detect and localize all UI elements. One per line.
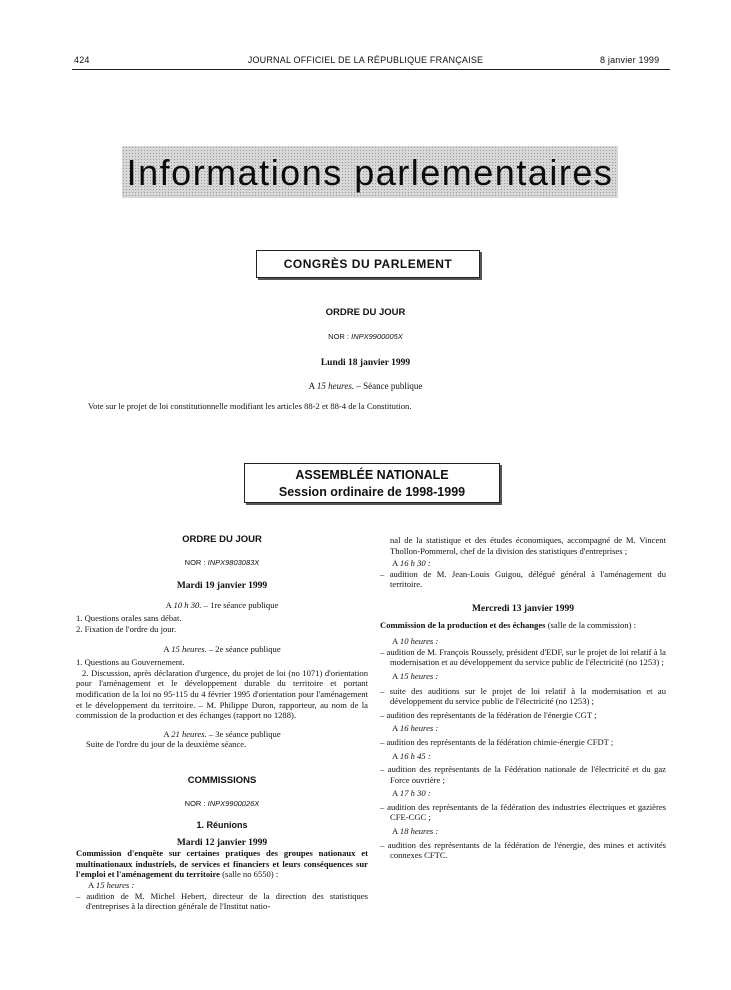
slot-heading — [380, 788, 666, 799]
seance-time: 15 heures. — [171, 643, 207, 654]
left-column — [76, 535, 368, 912]
left-ordre-heading: ORDRE DU JOUR — [182, 534, 262, 545]
nor-label: NOR : — [328, 332, 350, 341]
nor-code: INPX9900026X — [207, 798, 260, 808]
seance-prefix: A — [308, 381, 315, 391]
slot-heading — [380, 723, 666, 734]
t1-heading — [76, 880, 368, 891]
congres-box: CONGRÈS DU PARLEMENT — [256, 250, 480, 278]
time-label: 15 heures : — [399, 670, 439, 681]
time-prefix: A — [88, 880, 94, 891]
t-heading — [380, 558, 666, 569]
page-number: 424 — [74, 55, 90, 65]
left-date: Mardi 19 janvier 1999 — [176, 581, 268, 592]
commission-salle: (salle de la commission) : — [547, 619, 636, 630]
reunions-heading: 1. Réunions — [196, 820, 248, 831]
right-column — [380, 535, 666, 861]
session-title: Session ordinaire de 1998-1999 — [278, 485, 466, 499]
nor-code: INPX9900005X — [351, 332, 403, 341]
time-label: 15 heures : — [95, 880, 135, 891]
nor-code: INPX9803083X — [207, 557, 260, 567]
s2-heading — [76, 644, 368, 655]
congres-nor — [0, 332, 731, 341]
seance-prefix: A — [163, 643, 170, 654]
time-label: 10 heures : — [399, 636, 439, 647]
seance-prefix: A — [163, 728, 170, 739]
time-label: 16 h 30 : — [399, 558, 431, 569]
congres-ordre-heading: ORDRE DU JOUR — [325, 307, 406, 318]
time-label: 18 heures : — [399, 826, 439, 837]
slot-heading — [380, 751, 666, 762]
commission-salle: (salle no 6550) : — [222, 869, 279, 880]
right-date: Mercredi 13 janvier 1999 — [471, 603, 575, 614]
left-date2: Mardi 12 janvier 1999 — [176, 837, 268, 848]
list-item: – audition de M. Jean-Louis Guigou, délégué général à l'aménagement du territoire. — [380, 568, 666, 590]
assemblee-box — [244, 463, 500, 503]
commissions-nor — [76, 799, 368, 810]
congres-text: Vote sur le projet de loi constitutionnelle modifiant les articles 88-2 et 88-4 de la Constitution. — [88, 401, 412, 411]
assemblee-title: ASSEMBLÉE NATIONALE — [295, 468, 449, 482]
list-item: – audition de M. Michel Hebert, directeur de la direction des statistiques d'entreprises à la direction générale de l'Institut natio- — [76, 890, 368, 912]
list-item: – audition de M. François Roussely, président d'EDF, sur le projet de loi relatif à la modernisation et au développement du service public de l'électricité (no 1253) ; — [380, 646, 666, 668]
list-item: – audition des représentants de la Fédération nationale de l'électricité et du gaz Force ouvrière ; — [380, 764, 666, 785]
time-prefix: A — [392, 636, 398, 647]
commission-title: Commission de la production et des échanges — [380, 619, 546, 630]
slot-heading — [380, 826, 666, 837]
time-prefix: A — [392, 723, 398, 734]
congres-seance — [0, 381, 731, 391]
congres-date: Lundi 18 janvier 1999 — [320, 358, 411, 368]
seance-rest: – 1re séance publique — [203, 599, 279, 610]
commission-production — [380, 620, 666, 631]
banner-title: Informations parlementaires — [126, 152, 614, 193]
section-banner — [122, 146, 618, 198]
s3-heading — [76, 729, 368, 740]
s1-heading — [76, 600, 368, 611]
nor-label: NOR : — [184, 798, 206, 808]
time-label: 17 h 30 : — [399, 788, 431, 799]
slot-heading — [380, 636, 666, 647]
seance-time: 21 heures. — [171, 728, 207, 739]
seance-prefix: A — [165, 599, 172, 610]
list-item: 1. Questions orales sans débat. — [76, 613, 182, 624]
list-item: – audition des représentants de la fédération de l'énergie CGT ; — [380, 709, 597, 720]
s3-text: Suite de l'ordre du jour de la deuxième séance. — [86, 739, 247, 750]
time-label: 16 heures : — [399, 723, 439, 734]
seance-time: 10 h 30. — [173, 599, 202, 610]
commission-enquete — [76, 848, 368, 880]
list-item: – audition des représentants de la fédération de l'énergie, des mines et activités connexes CFTC. — [380, 839, 666, 861]
list-item: – suite des auditions sur le projet de loi relatif à la modernisation et au développement du service public de l'électricité (no 1253) ; — [380, 685, 666, 707]
seance-time: 15 heures. — [316, 381, 355, 391]
time-prefix: A — [392, 558, 398, 569]
left-nor — [76, 558, 368, 569]
seance-rest: – 3e séance publique — [208, 728, 281, 739]
seance-rest: – 2e séance publique — [208, 643, 281, 654]
list-item: 2. Discussion, après déclaration d'urgence, du projet de loi (no 1071) d'orientation pour l'aménagement et le développement durable du territoire et portant modification de la loi no 95-115 du 4 février 1995 d'orientation pour l'aménagement et le développement du territoire. – M. Philippe Duron, rapporteur, au nom de la commission de la production et des échanges (rapport no 1288). — [76, 667, 368, 721]
time-prefix: A — [392, 750, 398, 761]
commission-title: Commission d'enquête sur certaines pratiques des groupes nationaux et multinationaux industriels, de services et financiers et leurs conséquences sur l'emploi et l'aménagement du territoire — [76, 848, 368, 880]
list-item: 2. Fixation de l'ordre du jour. — [76, 623, 177, 634]
list-item: – audition des représentants de la fédération chimie-énergie CFDT ; — [380, 736, 614, 747]
time-prefix: A — [392, 670, 398, 681]
list-item: – audition des représentants de la fédération des industries électriques et gazières CFE-CGC ; — [380, 801, 666, 823]
nor-label: NOR : — [184, 557, 206, 567]
issue-date: 8 janvier 1999 — [600, 55, 660, 65]
slot-heading — [380, 671, 666, 682]
continued-text: nal de la statistique et des études économiques, accompagné de M. Vincent Thollon-Pommerol, chef de la division des statistiques d'entreprises ; — [390, 535, 666, 556]
time-label: 16 h 45 : — [399, 750, 431, 761]
commissions-heading: COMMISSIONS — [187, 774, 257, 786]
journal-title: JOURNAL OFFICIEL DE LA RÉPUBLIQUE FRANÇAISE — [247, 55, 484, 65]
header-rule — [72, 69, 670, 70]
seance-rest: – Séance publique — [356, 381, 423, 391]
list-item: 1. Questions au Gouvernement. — [76, 657, 185, 668]
time-prefix: A — [392, 826, 398, 837]
time-prefix: A — [392, 788, 398, 799]
